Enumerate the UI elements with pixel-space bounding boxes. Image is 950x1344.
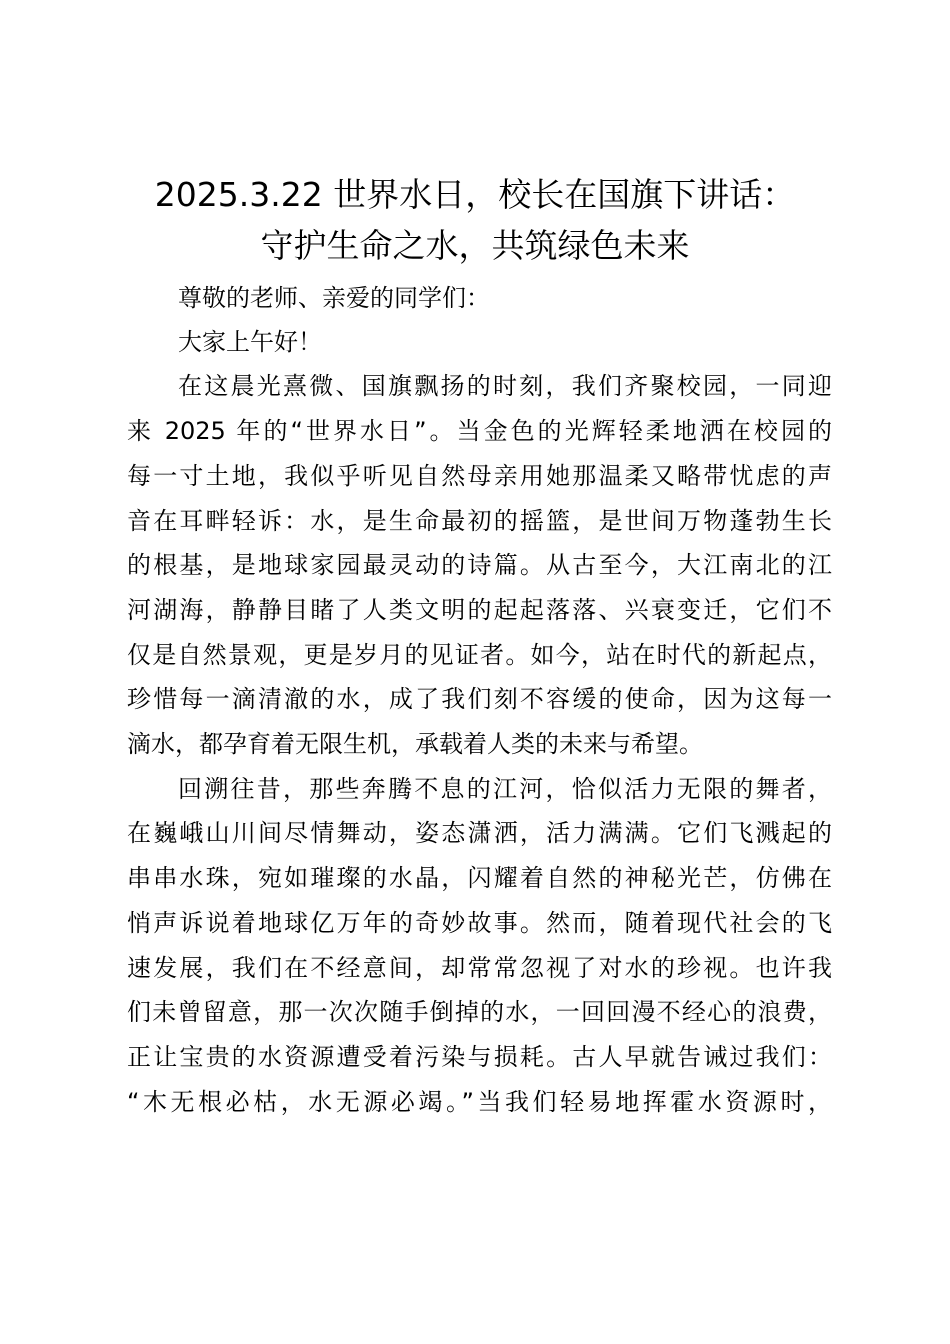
paragraph-line: 音在耳畔轻诉：水，是生命最初的摇篮，是世间万物蓬勃生长 xyxy=(127,507,832,535)
paragraph-line: 在巍峨山川间尽情舞动，姿态潇洒，活力满满。它们飞溅起的 xyxy=(127,819,832,847)
paragraph-line: 正让宝贵的水资源遭受着污染与损耗。古人早就告诫过我们： xyxy=(127,1043,832,1071)
salutation: 尊敬的老师、亲爱的同学们： xyxy=(178,284,490,312)
paragraph-line: 来 2025 年的“世界水日”。当金色的光辉轻柔地洒在校园的 xyxy=(127,417,832,445)
paragraph-line: 每一寸土地，我似乎听见自然母亲用她那温柔又略带忧虑的声 xyxy=(127,462,832,490)
paragraph-line: 仅是自然景观，更是岁月的见证者。如今，站在时代的新起点， xyxy=(127,641,832,669)
greeting: 大家上午好！ xyxy=(178,328,322,356)
paragraph-line: 河湖海，静静目睹了人类文明的起起落落、兴衰变迁，它们不 xyxy=(127,596,832,624)
paragraph-line: 滴水，都孕育着无限生机，承载着人类的未来与希望。 xyxy=(127,730,703,758)
paragraph-line: 珍惜每一滴清澈的水，成了我们刻不容缓的使命，因为这每一 xyxy=(127,685,832,713)
paragraph-line: 悄声诉说着地球亿万年的奇妙故事。然而，随着现代社会的飞 xyxy=(127,909,832,937)
paragraph-line: 回溯往昔，那些奔腾不息的江河，恰似活力无限的舞者， xyxy=(178,775,832,803)
paragraph-line: 串串水珠，宛如璀璨的水晶，闪耀着自然的神秘光芒，仿佛在 xyxy=(127,864,832,892)
speech-title-line-2: 守护生命之水，共筑绿色未来 xyxy=(260,226,690,265)
paragraph-line: 的根基，是地球家园最灵动的诗篇。从古至今，大江南北的江 xyxy=(127,551,832,579)
paragraph-line: 速发展，我们在不经意间，却常常忽视了对水的珍视。也许我 xyxy=(127,954,832,982)
paragraph-line: 们未曾留意，那一次次随手倒掉的水，一回回漫不经心的浪费， xyxy=(127,998,832,1026)
paragraph-line: “木无根必枯，水无源必竭。”当我们轻易地挥霍水资源时， xyxy=(127,1088,832,1116)
speech-title-line-1: 2025.3.22 世界水日，校长在国旗下讲话： xyxy=(154,175,796,214)
paragraph-line: 在这晨光熹微、国旗飘扬的时刻，我们齐聚校园，一同迎 xyxy=(178,372,832,400)
